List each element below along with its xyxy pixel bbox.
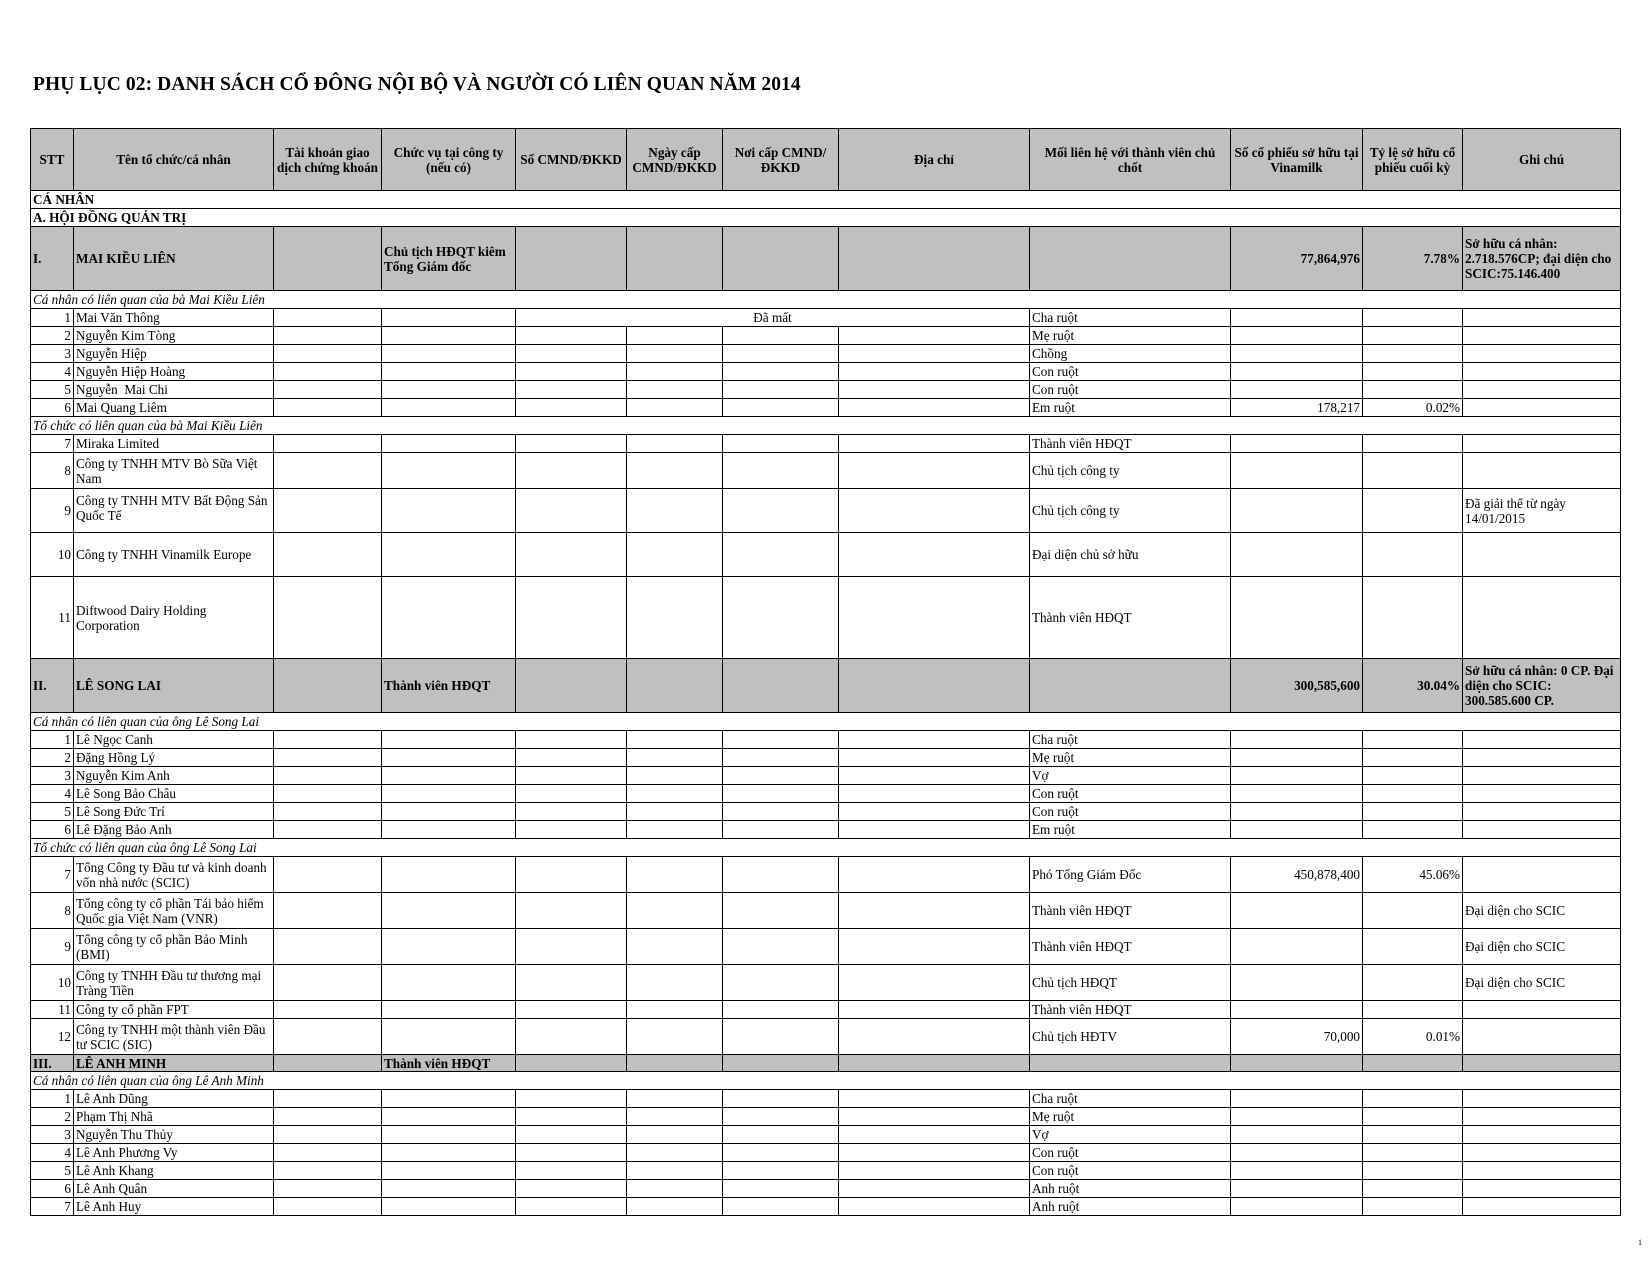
deceased-note: Đã mất [516,309,1030,327]
member-position: Thành viên HĐQT [382,659,516,713]
row-name: Công ty TNHH một thành viên Đầu tư SCIC (SIC) [74,1019,274,1055]
row-note: Đã giải thể từ ngày 14/01/2015 [1463,489,1621,533]
subsection-label: Cá nhân có liên quan của bà Mai Kiều Liên [31,291,1621,309]
row-stt: 2 [31,1108,74,1126]
table-row [31,731,1621,749]
row-name: Nguyễn Thu Thủy [74,1126,274,1144]
row-relation: Thành viên HĐQT [1030,893,1231,929]
header-note: Ghi chú [1463,129,1621,191]
subsection-row [31,291,1621,309]
row-name: Công ty cổ phần FPT [74,1001,274,1019]
row-name: Công ty TNHH Đầu tư thương mại Tràng Tiền [74,965,274,1001]
row-relation: Vợ [1030,1126,1231,1144]
member-ratio: 7.78% [1363,227,1463,291]
member-name: LÊ SONG LAI [74,659,274,713]
row-relation: Anh ruột [1030,1198,1231,1216]
row-stt: 3 [31,1126,74,1144]
member-row [31,1055,1621,1072]
member-stt: III. [31,1055,74,1072]
row-name: Diftwood Dairy Holding Corporation [74,577,274,659]
member-position: Thành viên HĐQT [382,1055,516,1072]
table-row [31,1090,1621,1108]
row-relation: Vợ [1030,767,1231,785]
table-row [31,857,1621,893]
table-row [31,821,1621,839]
row-stt: 3 [31,345,74,363]
member-shares: 300,585,600 [1231,659,1363,713]
row-name: Công ty TNHH MTV Bò Sữa Việt Nam [74,453,274,489]
table-row [31,785,1621,803]
subsection-row [31,839,1621,857]
row-stt: 10 [31,533,74,577]
row-stt: 6 [31,399,74,417]
row-stt: 5 [31,803,74,821]
row-stt: 6 [31,821,74,839]
row-ratio: 0.01% [1363,1019,1463,1055]
row-note: Đại diện cho SCIC [1463,965,1621,1001]
row-name: Tổng công ty cổ phần Tái bảo hiểm Quốc gia Việt Nam (VNR) [74,893,274,929]
row-name: Nguyễn Hiệp Hoàng [74,363,274,381]
row-stt: 8 [31,453,74,489]
subsection-label: Tổ chức có liên quan của bà Mai Kiều Liên [31,417,1621,435]
row-relation: Chủ tịch công ty [1030,453,1231,489]
row-relation: Chủ tịch HĐTV [1030,1019,1231,1055]
row-name: Lê Anh Huy [74,1198,274,1216]
row-name: Lê Anh Khang [74,1162,274,1180]
table-row [31,399,1621,417]
row-name: Mai Văn Thông [74,309,274,327]
row-relation: Con ruột [1030,1144,1231,1162]
member-row [31,659,1621,713]
header-name: Tên tổ chức/cá nhân [74,129,274,191]
row-stt: 4 [31,363,74,381]
row-name: Lê Anh Quân [74,1180,274,1198]
row-relation: Chủ tịch HĐQT [1030,965,1231,1001]
table-row [31,1162,1621,1180]
row-shares: 178,217 [1231,399,1363,417]
subsection-label: Cá nhân có liên quan của ông Lê Song Lai [31,713,1621,731]
row-shares: 450,878,400 [1231,857,1363,893]
table-row [31,1126,1621,1144]
member-name: LÊ ANH MINH [74,1055,274,1072]
row-name: Miraka Limited [74,435,274,453]
row-relation: Thành viên HĐQT [1030,1001,1231,1019]
header-id-date: Ngày cấp CMND/ĐKKD [627,129,723,191]
table-row [31,767,1621,785]
subsection-row [31,417,1621,435]
table-row [31,1001,1621,1019]
section-row [31,209,1621,227]
section-board: A. HỘI ĐỒNG QUẢN TRỊ [31,209,1621,227]
row-name: Nguyễn Kim Anh [74,767,274,785]
row-relation: Thành viên HĐQT [1030,929,1231,965]
shareholder-table [30,128,1621,1216]
row-stt: 7 [31,857,74,893]
row-stt: 1 [31,1090,74,1108]
table-row [31,489,1621,533]
member-note: Sở hữu cá nhân: 2.718.576CP; đại diện cho SCIC:75.146.400 [1463,227,1621,291]
member-note: Sở hữu cá nhân: 0 CP. Đại diện cho SCIC: 300.585.600 CP. [1463,659,1621,713]
member-ratio: 30.04% [1363,659,1463,713]
row-ratio: 0.02% [1363,399,1463,417]
row-name: Công ty TNHH Vinamilk Europe [74,533,274,577]
row-stt: 7 [31,1198,74,1216]
row-name: Mai Quang Liêm [74,399,274,417]
row-relation: Con ruột [1030,1162,1231,1180]
table-row [31,381,1621,399]
table-row [31,327,1621,345]
row-relation: Cha ruột [1030,1090,1231,1108]
row-stt: 3 [31,767,74,785]
table-row [31,453,1621,489]
table-row [31,803,1621,821]
table-row [31,893,1621,929]
row-name: Lê Ngọc Canh [74,731,274,749]
row-relation: Em ruột [1030,821,1231,839]
row-relation: Chồng [1030,345,1231,363]
row-relation: Mẹ ruột [1030,1108,1231,1126]
row-stt: 8 [31,893,74,929]
table-row [31,1144,1621,1162]
row-name: Lê Song Bảo Châu [74,785,274,803]
row-name: Phạm Thị Nhã [74,1108,274,1126]
section-row [31,191,1621,209]
subsection-row [31,1072,1621,1090]
row-relation: Thành viên HĐQT [1030,577,1231,659]
row-name: Lê Anh Dũng [74,1090,274,1108]
row-name: Công ty TNHH MTV Bất Động Sản Quốc Tế [74,489,274,533]
subsection-row [31,713,1621,731]
row-stt: 10 [31,965,74,1001]
row-stt: 4 [31,785,74,803]
row-relation: Cha ruột [1030,309,1231,327]
member-shares: 77,864,976 [1231,227,1363,291]
row-stt: 5 [31,381,74,399]
subsection-label: Tổ chức có liên quan của ông Lê Song Lai [31,839,1621,857]
table-row [31,1180,1621,1198]
header-stt: STT [31,129,74,191]
member-name: MAI KIỀU LIÊN [74,227,274,291]
table-row [31,577,1621,659]
row-stt: 2 [31,327,74,345]
row-relation: Đại diện chủ sở hữu [1030,533,1231,577]
row-stt: 1 [31,731,74,749]
row-shares: 70,000 [1231,1019,1363,1055]
row-relation: Thành viên HĐQT [1030,435,1231,453]
header-shares: Số cổ phiếu sở hữu tại Vinamilk [1231,129,1363,191]
subsection-label: Cá nhân có liên quan của ông Lê Anh Minh [31,1072,1621,1090]
row-stt: 11 [31,1001,74,1019]
table-row [31,1198,1621,1216]
member-position: Chủ tịch HĐQT kiêm Tổng Giám đốc [382,227,516,291]
header-position: Chức vụ tại công ty (nếu có) [382,129,516,191]
row-relation: Con ruột [1030,381,1231,399]
row-stt: 7 [31,435,74,453]
header-ratio: Tỷ lệ sở hữu cổ phiếu cuối kỳ [1363,129,1463,191]
member-row [31,227,1621,291]
table-row [31,749,1621,767]
table-row [31,435,1621,453]
row-name: Đặng Hồng Lý [74,749,274,767]
row-relation: Con ruột [1030,803,1231,821]
row-name: Tổng Công ty Đầu tư và kinh doanh vốn nhà nước (SCIC) [74,857,274,893]
row-relation: Cha ruột [1030,731,1231,749]
section-individuals: CÁ NHÂN [31,191,1621,209]
row-stt: 12 [31,1019,74,1055]
row-note: Đại diện cho SCIC [1463,929,1621,965]
row-stt: 11 [31,577,74,659]
row-relation: Phó Tổng Giám Đốc [1030,857,1231,893]
table-row [31,533,1621,577]
row-stt: 5 [31,1162,74,1180]
row-name: Lê Đặng Bảo Anh [74,821,274,839]
header-row [31,129,1621,191]
member-stt: I. [31,227,74,291]
row-stt: 1 [31,309,74,327]
row-name: Nguyễn Kim Tòng [74,327,274,345]
header-address: Địa chỉ [839,129,1030,191]
row-stt: 4 [31,1144,74,1162]
row-stt: 6 [31,1180,74,1198]
table-row [31,345,1621,363]
header-id-no: Số CMND/ĐKKD [516,129,627,191]
row-relation: Em ruột [1030,399,1231,417]
row-name: Nguyễn Mai Chi [74,381,274,399]
row-stt: 9 [31,929,74,965]
row-note: Đại diện cho SCIC [1463,893,1621,929]
table-row [31,1108,1621,1126]
row-relation: Con ruột [1030,785,1231,803]
row-stt: 2 [31,749,74,767]
header-id-place: Nơi cấp CMND/ĐKKD [723,129,839,191]
row-relation: Mẹ ruột [1030,749,1231,767]
row-name: Tổng công ty cổ phần Bảo Minh (BMI) [74,929,274,965]
row-name: Lê Anh Phương Vy [74,1144,274,1162]
table-row [31,929,1621,965]
page-number: 1 [1638,1238,1642,1247]
row-stt: 9 [31,489,74,533]
row-relation: Mẹ ruột [1030,327,1231,345]
table-row [31,965,1621,1001]
row-name: Lê Song Đức Trí [74,803,274,821]
row-relation: Chủ tịch công ty [1030,489,1231,533]
row-relation: Anh ruột [1030,1180,1231,1198]
header-relation: Mối liên hệ với thành viên chủ chốt [1030,129,1231,191]
table-row [31,363,1621,381]
header-account: Tài khoản giao dịch chứng khoán [274,129,382,191]
member-stt: II. [31,659,74,713]
document-title: PHỤ LỤC 02: DANH SÁCH CỔ ĐÔNG NỘI BỘ VÀ NGƯỜI CÓ LIÊN QUAN NĂM 2014 [33,74,801,95]
table-row [31,309,1621,327]
row-relation: Con ruột [1030,363,1231,381]
row-name: Nguyễn Hiệp [74,345,274,363]
table-row [31,1019,1621,1055]
row-ratio: 45.06% [1363,857,1463,893]
